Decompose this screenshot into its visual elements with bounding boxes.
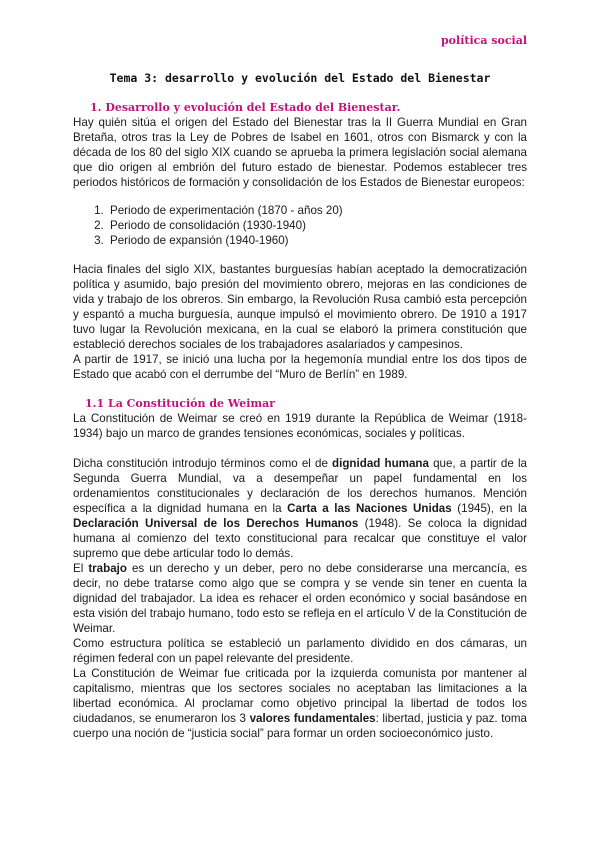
bold-term: Declaración Universal de los Derechos Humanos [73,517,359,530]
paragraph-intro: Hay quién sitúa el origen del Estado del Bienestar tras la II Guerra Mundial en Gran Bretaña, otros tras la Ley de Pobres de Isabel en 1601, otros con Bismarck y con la década de los 80 del siglo XIX cuando se aprueba la primera legislación social alemana que dio origen al embrión del futuro estado de bienestar. Podemos establecer tres periodos históricos de formación y consolidación de los Estados de Bienestar europeos: [73,116,527,189]
bold-term: valores fundamentales [249,712,376,725]
running-header: política social [440,34,527,47]
paragraph-weimar-origin: La Constitución de Weimar se creó en 1919 durante la República de Weimar (1918-1934) bajo un marco de grandes tensiones económicas, sociales y políticas. [73,412,527,440]
periods-list [73,203,527,248]
bold-term: trabajo [88,562,127,575]
bold-term: dignidad humana [332,457,429,470]
paragraph-structure: Como estructura política se estableció un parlamento dividido en dos cámaras, un régimen federal con un papel relevante del presidente. [73,637,527,665]
paragraph-work: El trabajo es un derecho y un deber, pero no debe considerarse una mercancía, es decir, no debe tratarse como algo que se compra y se vende sin tener en cuenta la dignidad del trabajador. La idea es rehacer el orden económico y social basándose en esta visión del trabajo humano, todo esto se refleja en el artículo V de la Constitución de Weimar. [73,562,528,635]
section-heading-1-1: 1.1 La Constitución de Weimar [85,397,276,410]
section-heading-1: 1. Desarrollo y evolución del Estado del Bienestar. [90,101,401,114]
document-title: Tema 3: desarrollo y evolución del Estado del Bienestar [109,71,491,85]
bold-term: Carta a las Naciones Unidas [287,502,452,515]
list-item: 1. Periodo de experimentación (1870 - años 20) [107,203,527,218]
paragraph-hegemony: A partir de 1917, se inició una lucha por la hegemonía mundial entre los dos tipos de Estado que acabó con el derrumbe del “Muro de Berlín” en 1989. [73,353,527,381]
list-item: 3. Periodo de expansión (1940-1960) [107,233,527,248]
paragraph-dignity: Dicha constitución introdujo términos como el de dignidad humana que, a partir de la Segunda Guerra Mundial, va a desempeñar un papel fundamental en los ordenamientos constitucionales y declaración de los derechos humanos. Mención específica a la dignidad humana en la Carta a las Naciones Unidas (1945), en la Declaración Universal de los Derechos Humanos (1948). Se coloca la dignidad humana al comienzo del texto constitucional para recalcar que constituye el valor supremo que debe articular todo lo demás. [73,457,528,560]
paragraph-revolutions: Hacia finales del siglo XIX, bastantes burguesías habían aceptado la democratización política y asumido, bajo presión del movimiento obrero, mejoras en las condiciones de vida y trabajo de los obreros. Sin embargo, la Revolución Rusa cambió esta percepción y espantó a mucha burguesía, aunque impulsó el movimiento obrero. De 1910 a 1917 tuvo lugar la Revolución mexicana, en la cual se elaboró la primera constitución que estableció derechos sociales de los trabajadores asalariados y campesinos. [73,263,527,351]
paragraph-criticism: La Constitución de Weimar fue criticada por la izquierda comunista por mantener al capitalismo, mientras que los sectores sociales no aceptaban las limitaciones a la libertad económica. Al proclamar como objetivo principal la libertad de todos los ciudadanos, se enumeraron los 3 valores fundamentales: libertad, justicia y paz. toma cuerpo una noción de “justicia social” para formar un orden socioeconómico justo. [73,667,527,740]
document-body [73,100,527,741]
list-item: 2. Periodo de consolidación (1930-1940) [107,218,527,233]
